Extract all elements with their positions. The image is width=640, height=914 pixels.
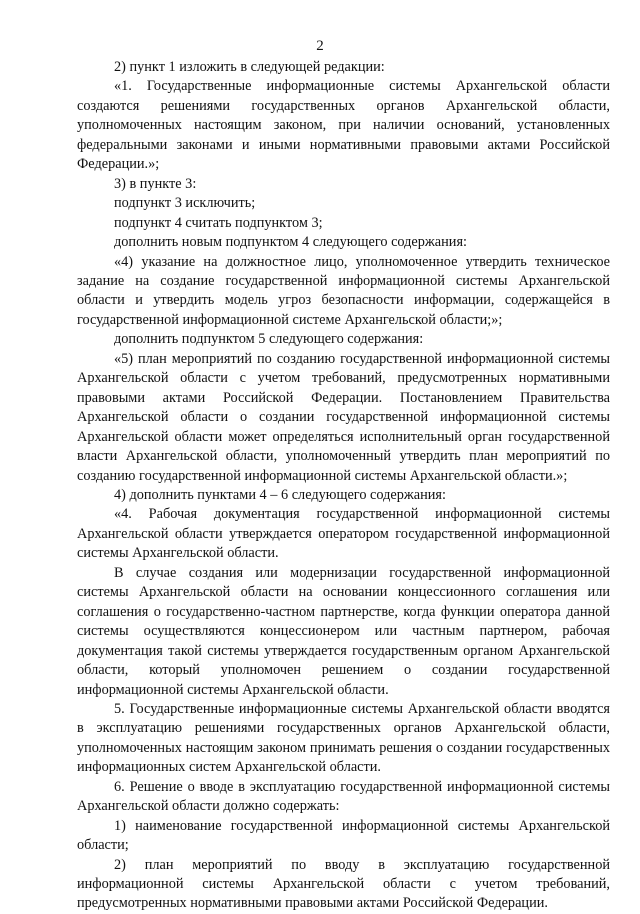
paragraph-quote-point-4: «4. Рабочая документация государственной информационной системы Архангельской области утверждается оператором государственной информационной системы Архангельской области. [77, 506, 610, 562]
paragraph-add-subitem-4: дополнить новым подпунктом 4 следующего содержания: [114, 234, 467, 251]
paragraph-quote-point-1: «1. Государственные информационные системы Архангельской области создаются решениями государственных органов Архангельской области, уполномоченных настоящим законом, при наличии оснований, установленных федеральными законами и иными нормативными правовыми актами Российской Федерации.»; [77, 78, 610, 173]
document-body [77, 58, 610, 914]
paragraph-concession-case: В случае создания или модернизации государственной информационной системы Архангельской области на основании концессионного соглашения или соглашения о государственно-частном партнерстве, когда функции оператора данной системы осуществляются концессионером или частным партнером, рабочая документация такой системы утверждается государственным органом Архангельской области, который уполномочен решением о создании государственной информационной системы Архангельской области. [77, 564, 610, 698]
paragraph-item-2-heading: 2) пункт 1 изложить в следующей редакции: [114, 59, 385, 75]
paragraph-point-6: 6. Решение о вводе в эксплуатацию государственной информационной системы Архангельской области должно содержать: [77, 778, 610, 815]
paragraph-quote-subitem-4: «4) указание на должностное лицо, уполномоченное утвердить техническое задание на создание государственной информационной системы Архангельской области и утвердить модель угроз безопасности информации, содержащейся в государственной информационной системе Архангельской области;»; [77, 253, 610, 328]
paragraph-point-6-subitem-2: 2) план мероприятий по вводу в эксплуатацию государственной информационной системы Архангельской области с учетом требований, предусмотренных нормативными правовыми актами Российской Федерации. [77, 856, 610, 912]
paragraph-point-6-subitem-1: 1) наименование государственной информационной системы Архангельской области; [77, 817, 610, 854]
paragraph-item-3-heading: 3) в пункте 3: [114, 175, 197, 192]
page-number: 2 [316, 38, 324, 54]
paragraph-add-subitem-5: дополнить подпунктом 5 следующего содержания: [114, 331, 424, 348]
paragraph-item-4-heading: 4) дополнить пунктами 4 – 6 следующего содержания: [114, 486, 446, 503]
paragraph-subitem-4-renumber: подпункт 4 считать подпунктом 3; [114, 214, 323, 231]
paragraph-quote-subitem-5: «5) план мероприятий по созданию государственной информационной системы Архангельской области с учетом требований, предусмотренных нормативными правовыми актами Российской Федерации. Постановлением Правительства Архангельской области о создании государственной информационной системы Архангельской области может определяться исполнительный орган государственной власти Архангельской области, уполномоченный утвердить план мероприятий по созданию государственной информационной системы Архангельской области.»; [77, 350, 610, 484]
paragraph-subitem-3-exclude: подпункт 3 исключить; [114, 195, 256, 212]
paragraph-point-5: 5. Государственные информационные системы Архангельской области вводятся в эксплуатацию решениями государственных органов Архангельской области, уполномоченных настоящим законом принимать решения о создании государственных информационных систем Архангельской области. [77, 700, 610, 776]
